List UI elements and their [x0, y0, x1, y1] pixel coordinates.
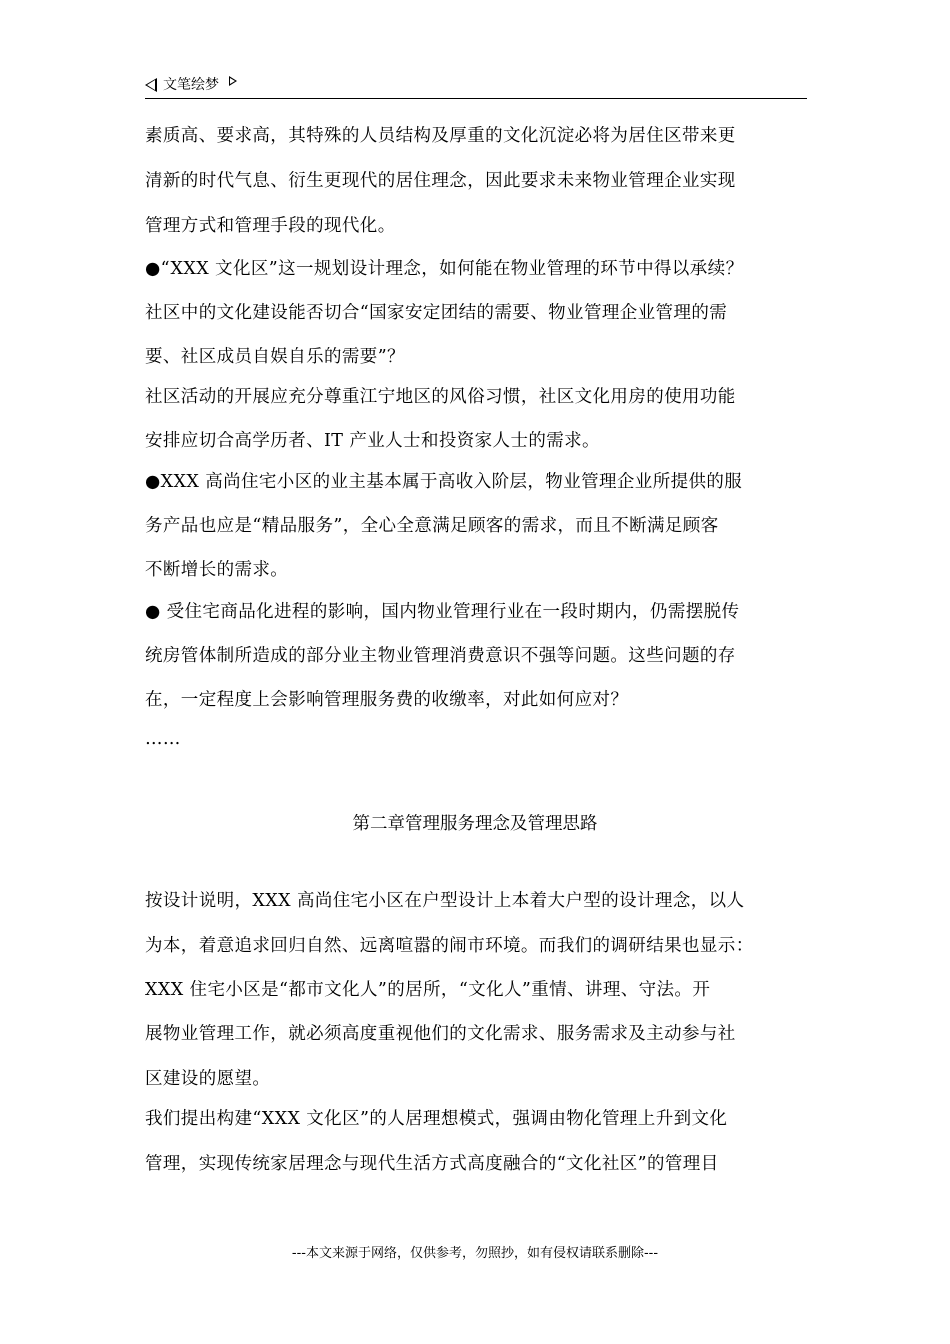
text-line: 不断增长的需求。: [145, 560, 289, 580]
text-line: 社区活动的开展应充分尊重江宁地区的风俗习惯，社区文化用房的使用功能: [145, 387, 736, 407]
triangle-right-icon: [229, 76, 237, 86]
text-line: 为本，着意追求回归自然、远离喧嚣的闹市环境。而我们的调研结果也显示：: [145, 936, 754, 956]
text-line: 按设计说明，XXX 高尚住宅小区在户型设计上本着大户型的设计理念，以人: [145, 891, 745, 911]
text-line: ●“XXX 文化区”这一规划设计理念，如何能在物业管理的环节中得以承续？: [145, 259, 744, 279]
footer-disclaimer: ---本文来源于网络，仅供参考，勿照抄，如有侵权请联系删除---: [291, 1246, 659, 1261]
page-header: [145, 72, 807, 99]
text-line: 务产品也应是“精品服务”，全心全意满足顾客的需求，而且不断满足顾客: [145, 516, 719, 536]
chapter-title: 第二章管理服务理念及管理思路: [352, 814, 598, 834]
text-line: 素质高、要求高，其特殊的人员结构及厚重的文化沉淀必将为居住区带来更: [145, 126, 736, 146]
text-line: 安排应切合高学历者、IT 产业人士和投资家人士的需求。: [145, 431, 600, 451]
header-brand-group: [145, 76, 237, 94]
text-line: 社区中的文化建设能否切合“国家安定团结的需要、物业管理企业管理的需: [145, 303, 728, 323]
text-line: 展物业管理工作，就必须高度重视他们的文化需求、服务需求及主动参与社: [145, 1024, 736, 1044]
text-line: 要、社区成员自娱自乐的需要”？: [145, 347, 405, 367]
text-line: ● 受住宅商品化进程的影响，国内物业管理行业在一段时期内，仍需摆脱传: [145, 602, 740, 622]
text-line: XXX 住宅小区是“都市文化人”的居所，“文化人”重情、讲理、守法。开: [145, 980, 711, 1000]
text-line: 我们提出构建“XXX 文化区”的人居理想模式，强调由物化管理上升到文化: [145, 1109, 728, 1129]
header-brand: 文笔绘梦: [163, 77, 219, 93]
text-line: 统房管体制所造成的部分业主物业管理消费意识不强等问题。这些问题的存: [145, 646, 736, 666]
text-line: 区建设的愿望。: [145, 1069, 271, 1089]
ellipsis-line: ……: [145, 729, 181, 749]
triangle-left-icon: [145, 78, 157, 92]
text-line: 在，一定程度上会影响管理服务费的收缴率，对此如何应对？: [145, 690, 629, 710]
text-line: 管理方式和管理手段的现代化。: [145, 216, 396, 236]
text-line: 清新的时代气息、衍生更现代的居住理念，因此要求未来物业管理企业实现: [145, 171, 736, 191]
text-line: 管理，实现传统家居理念与现代生活方式高度融合的“文化社区”的管理目: [145, 1154, 719, 1174]
text-line: ●XXX 高尚住宅小区的业主基本属于高收入阶层，物业管理企业所提供的服: [145, 472, 743, 492]
